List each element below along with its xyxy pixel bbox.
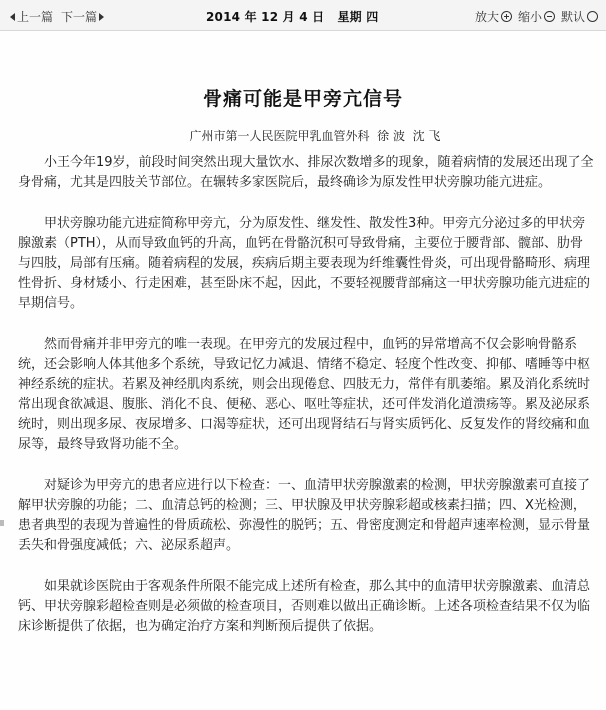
minus-circle-icon bbox=[544, 11, 555, 22]
paragraph: 然而骨痛并非甲旁亢的唯一表现。在甲旁亢的发展过程中，血钙的异常增高不仅会影响骨骼系统，还会影响人体其他多个系统，导致记忆力减退、情绪不稳定、轻度个性改变、抑郁、嗜睡等中枢神经系统的症状。若累及神经肌肉系统，则会出现倦怠、四肢无力，常伴有肌萎缩。累及消化系统时常出现食欲减退、腹胀、消化不良、便秘、恶心、呕吐等症状，还可伴发消化道溃疡等。累及泌尿系统时，则出现多尿、夜尿增多、口渴等症状，还可出现肾结石与肾实质钙化、反复发作的肾绞痛和血尿等，最终导致肾功能不全。 bbox=[18, 337, 591, 452]
article-body bbox=[18, 153, 594, 658]
default-label: 默认 bbox=[560, 10, 585, 24]
article bbox=[0, 31, 606, 634]
circle-icon bbox=[587, 11, 598, 22]
zoom-default-button[interactable] bbox=[561, 8, 598, 25]
arrow-left-icon bbox=[10, 13, 15, 21]
next-article-link[interactable] bbox=[61, 8, 104, 25]
zoom-out-button[interactable] bbox=[518, 8, 555, 25]
paragraph: 甲状旁腺功能亢进症简称甲旁亢，分为原发性、继发性、散发性3种。甲旁亢分泌过多的甲状旁腺激素（PTH），从而导致血钙的升高，血钙在骨骼沉积可导致骨痛，主要位于腰背部、髋部、肋骨与四肢，局部有压痛。随着病程的发展，疾病后期主要表现为纤维囊性骨炎，可出现骨骼畸形、病理性骨折、身材矮小、行走困难，甚至卧床不起，因此，不要轻视腰背部痛这一甲状旁腺功能亢进症的早期信号。 bbox=[18, 216, 591, 311]
paragraph: 小王今年19岁，前段时间突然出现大量饮水、排尿次数增多的现象，随着病情的发展还出现了全身骨痛，尤其是四肢关节部位。在辗转多家医院后，最终确诊为原发性甲状旁腺功能亢进症。 bbox=[18, 155, 594, 190]
article-nav bbox=[10, 8, 104, 25]
prev-label: 上一篇 bbox=[17, 10, 54, 24]
zoom-in-label: 放大 bbox=[474, 10, 499, 24]
zoom-in-button[interactable] bbox=[475, 8, 512, 25]
zoom-controls bbox=[475, 8, 598, 25]
prev-article-link[interactable] bbox=[10, 8, 53, 25]
plus-circle-icon bbox=[501, 11, 512, 22]
edge-marker bbox=[0, 520, 4, 526]
next-label: 下一篇 bbox=[61, 10, 98, 24]
paragraph: 对疑诊为甲旁亢的患者应进行以下检查：一、血清甲状旁腺激素的检测，甲状旁腺激素可直接了解甲状旁腺的功能；二、血清总钙的检测；三、甲状腺及甲状旁腺彩超或核素扫描；四、X光检测，患者典型的表现为普遍性的骨质疏松、弥漫性的脱钙；五、骨密度测定和骨超声速率检测，显示骨量丢失和骨强度减低；六、泌尿系超声。 bbox=[18, 478, 591, 553]
issue-date: 2014 年 12 月 4 日 星期 四 bbox=[206, 10, 379, 24]
article-author: 广州市第一人民医院甲乳血管外科 徐 波 沈 飞 bbox=[189, 129, 441, 143]
toolbar bbox=[0, 0, 606, 31]
zoom-out-label: 缩小 bbox=[517, 10, 542, 24]
paragraph: 如果就诊医院由于客观条件所限不能完成上述所有检查，那么其中的血清甲状旁腺激素、血清总钙、甲状旁腺彩超检查则是必须做的检查项目，否则难以做出正确诊断。上述各项检查结果不仅为临床诊断提供了依据，也为确定治疗方案和判断预后提供了依据。 bbox=[18, 579, 591, 634]
article-title: 骨痛可能是甲旁亢信号 bbox=[202, 88, 403, 110]
arrow-right-icon bbox=[99, 13, 104, 21]
